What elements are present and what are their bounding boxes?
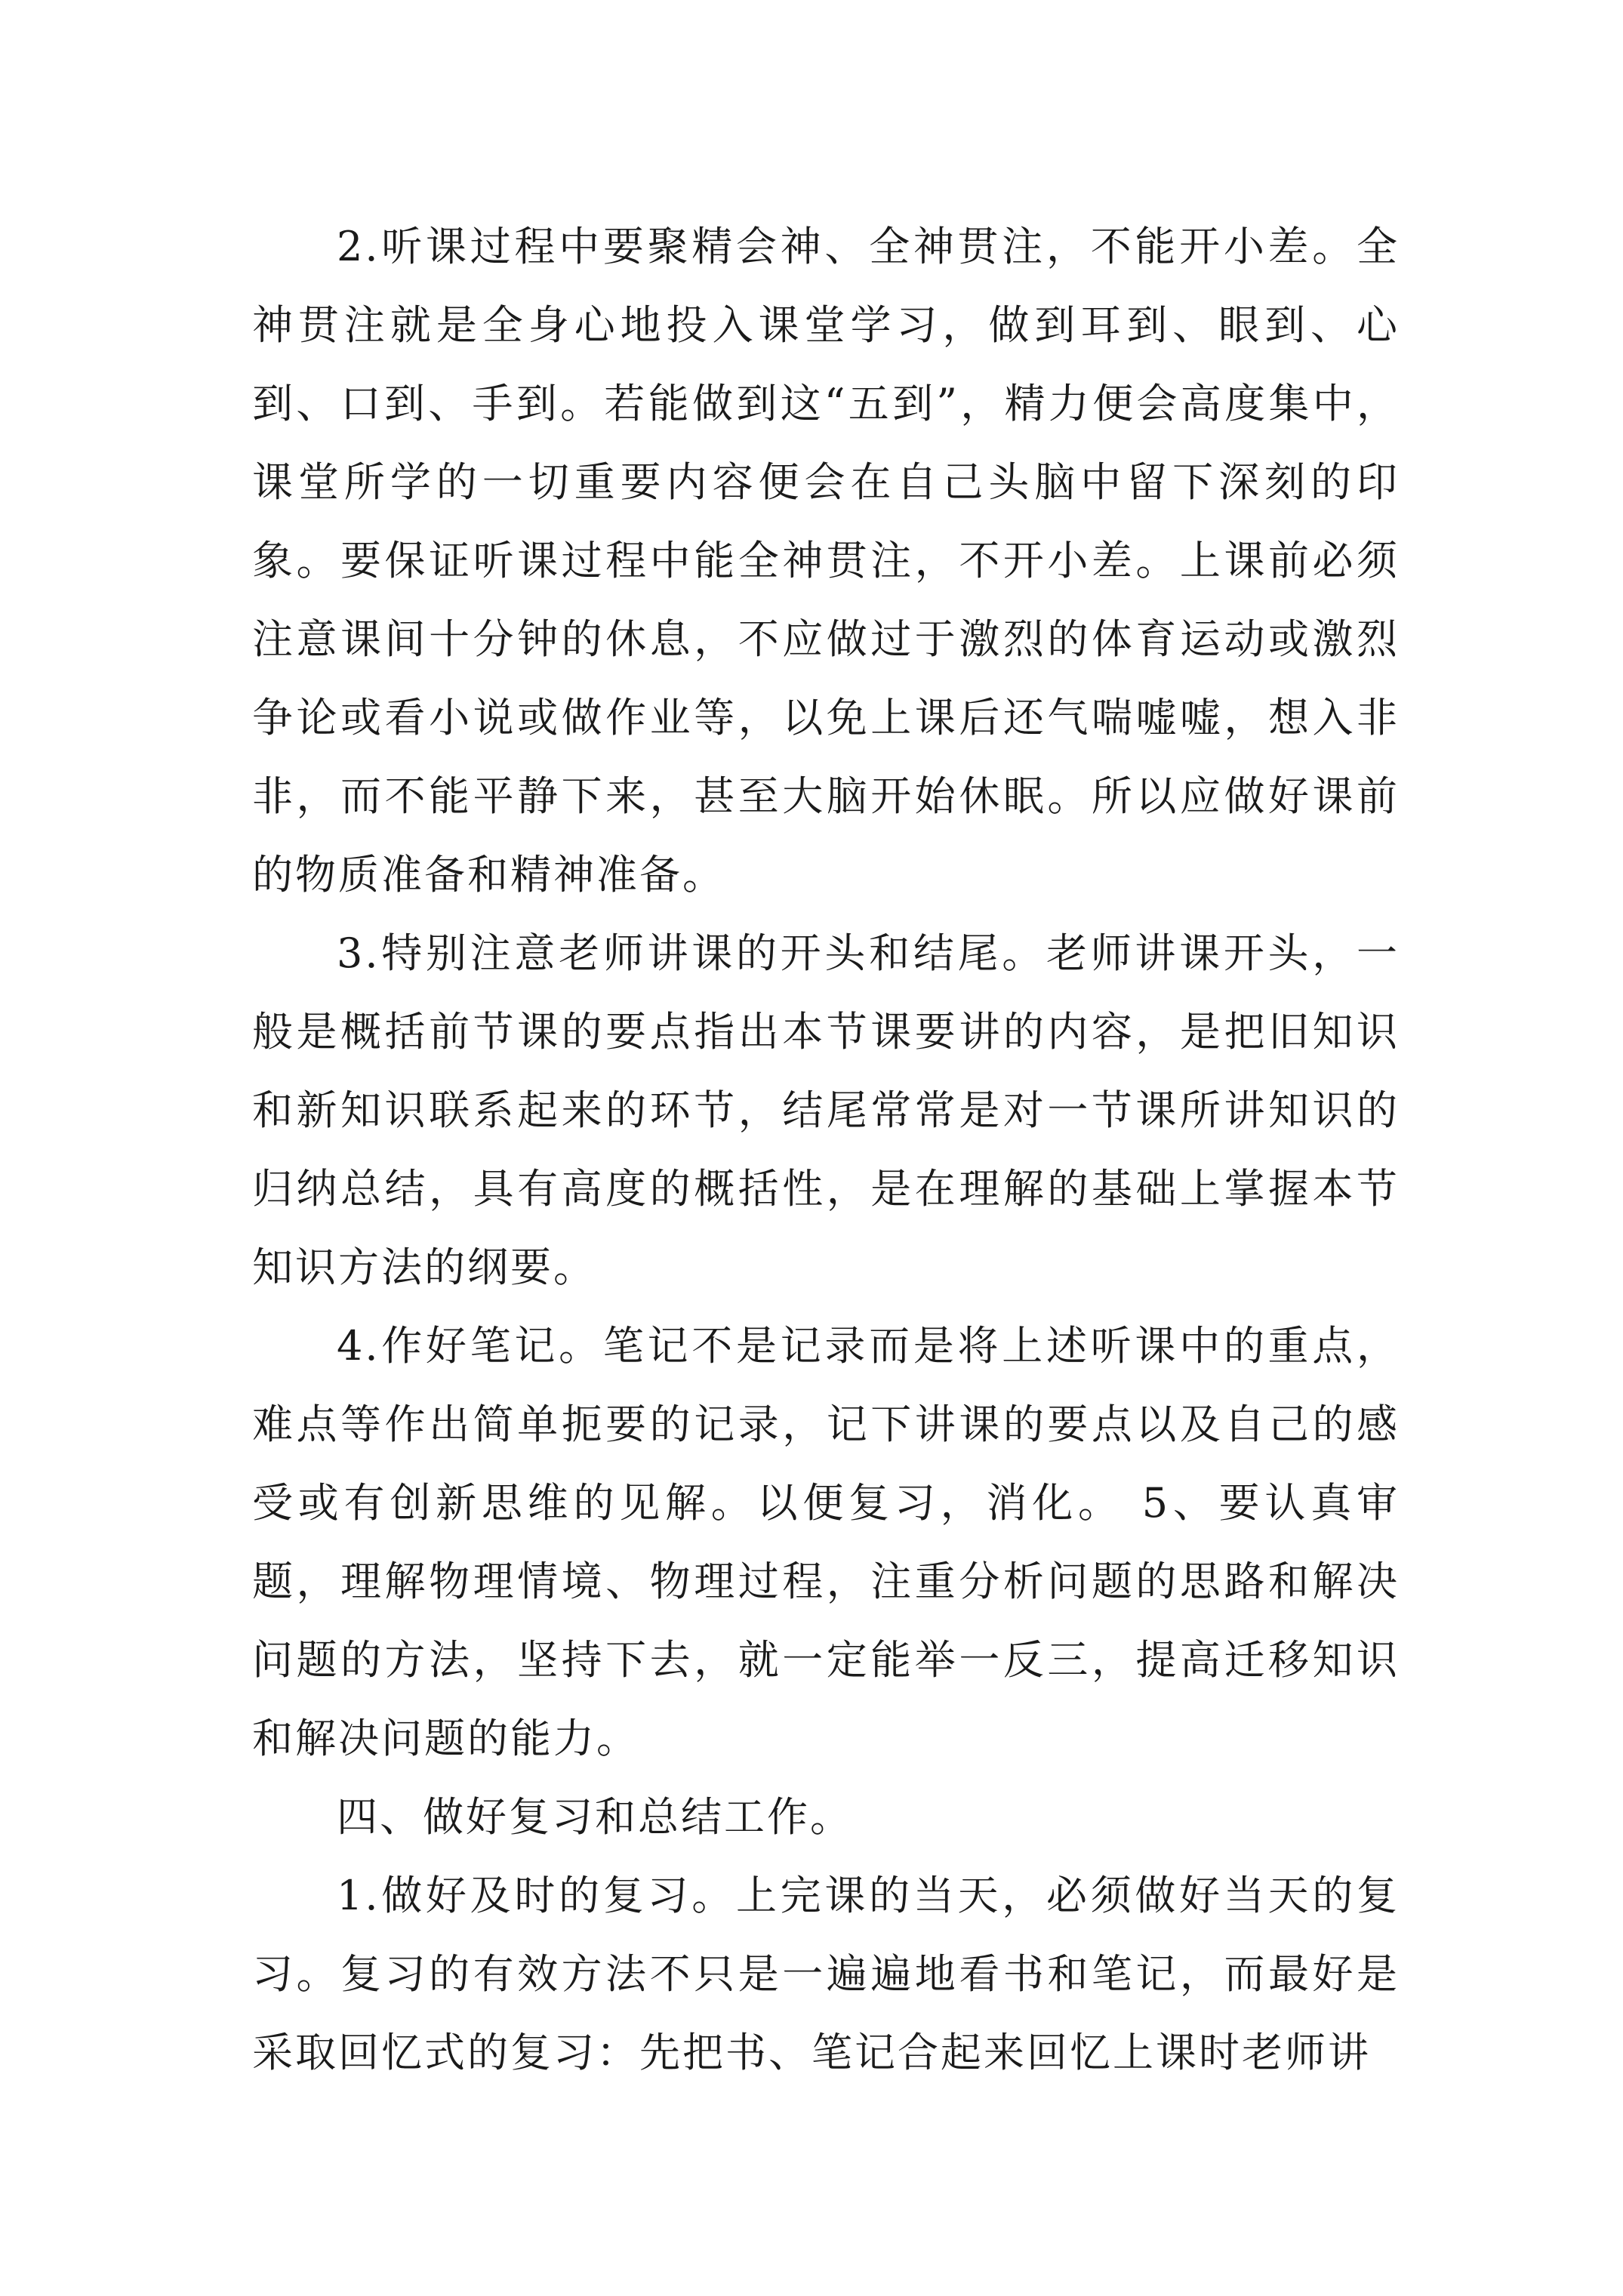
paragraph-timely-review: 1.做好及时的复习。上完课的当天，必须做好当天的复习。复习的有效方法不只是一遍遍地看书和笔记，而最好是采取回忆式的复习：先把书、笔记合起来回忆上课时老师讲 xyxy=(252,1872,1400,2076)
section-heading-review-summary: 四、做好复习和总结工作。 xyxy=(337,1793,853,1841)
document-body xyxy=(252,208,1400,2092)
paragraph-lesson-opening-ending: 3.特别注意老师讲课的开头和结尾。老师讲课开头，一般是概括前节课的要点指出本节课要讲的内容，是把旧知识和新知识联系起来的环节，结尾常常是对一节课所讲知识的归纳总结，具有高度的概括性，是在理解的基础上掌握本节知识方法的纲要。 xyxy=(252,929,1400,1291)
paragraph-note-taking: 4.作好笔记。笔记不是记录而是将上述听课中的重点，难点等作出简单扼要的记录，记下讲课的要点以及自己的感受或有创新思维的见解。以便复习，消化。 5、要认真审题，理解物理情境、物理过程，注重分析问题的思路和解决问题的方法，坚持下去，就一定能举一反三，提高迁移知识和解决问题的能力。 xyxy=(252,1322,1400,1762)
paragraph-listening-focus: 2.听课过程中要聚精会神、全神贯注，不能开小差。全神贯注就是全身心地投入课堂学习，做到耳到、眼到、心到、口到、手到。若能做到这“五到”，精力便会高度集中，课堂所学的一切重要内容便会在自己头脑中留下深刻的印象。要保证听课过程中能全神贯注，不开小差。上课前必须注意课间十分钟的休息，不应做过于激烈的体育运动或激烈争论或看小说或做作业等，以免上课后还气喘嘘嘘，想入非非，而不能平静下来，甚至大脑开始休眠。所以应做好课前的物质准备和精神准备。 xyxy=(252,223,1400,898)
